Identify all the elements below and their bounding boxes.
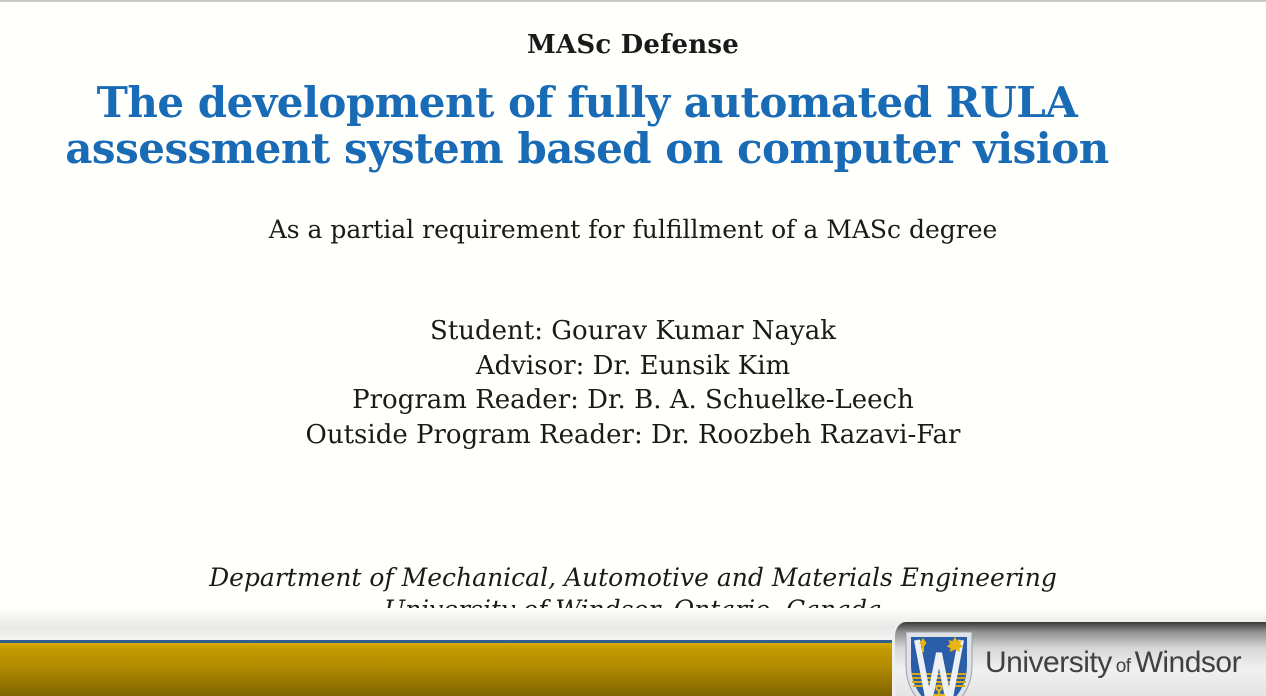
slide-title [0,80,1174,172]
affiliation-line-1: Department of Mechanical, Automotive and Materials Engineering [209,563,1057,592]
kicker: MASc Defense [527,30,739,60]
credit-program-reader: Program Reader: Dr. B. A. Schuelke-Leech [352,385,914,415]
uwindsor-shield-icon [901,629,977,696]
credit-outside-program-reader: Outside Program Reader: Dr. Roozbeh Razavi-Far [305,419,961,450]
title-line-2: assessment system based on computer vision [65,124,1109,173]
credit-student: Student: Gourav Kumar Nayak [430,316,836,346]
wordmark-of: of [1115,656,1131,677]
wordmark-university: University [985,646,1112,679]
logo-panel [892,622,1266,696]
wordmark-windsor: Windsor [1134,646,1242,679]
credit-advisor: Advisor: Dr. Eunsik Kim [475,350,791,381]
title-line-1: The development of fully automated RULA [96,78,1078,127]
subtitle: As a partial requirement for fulfillment of a MASc degree [268,215,998,244]
uwindsor-wordmark [985,644,1241,682]
credits-block [0,314,1266,452]
